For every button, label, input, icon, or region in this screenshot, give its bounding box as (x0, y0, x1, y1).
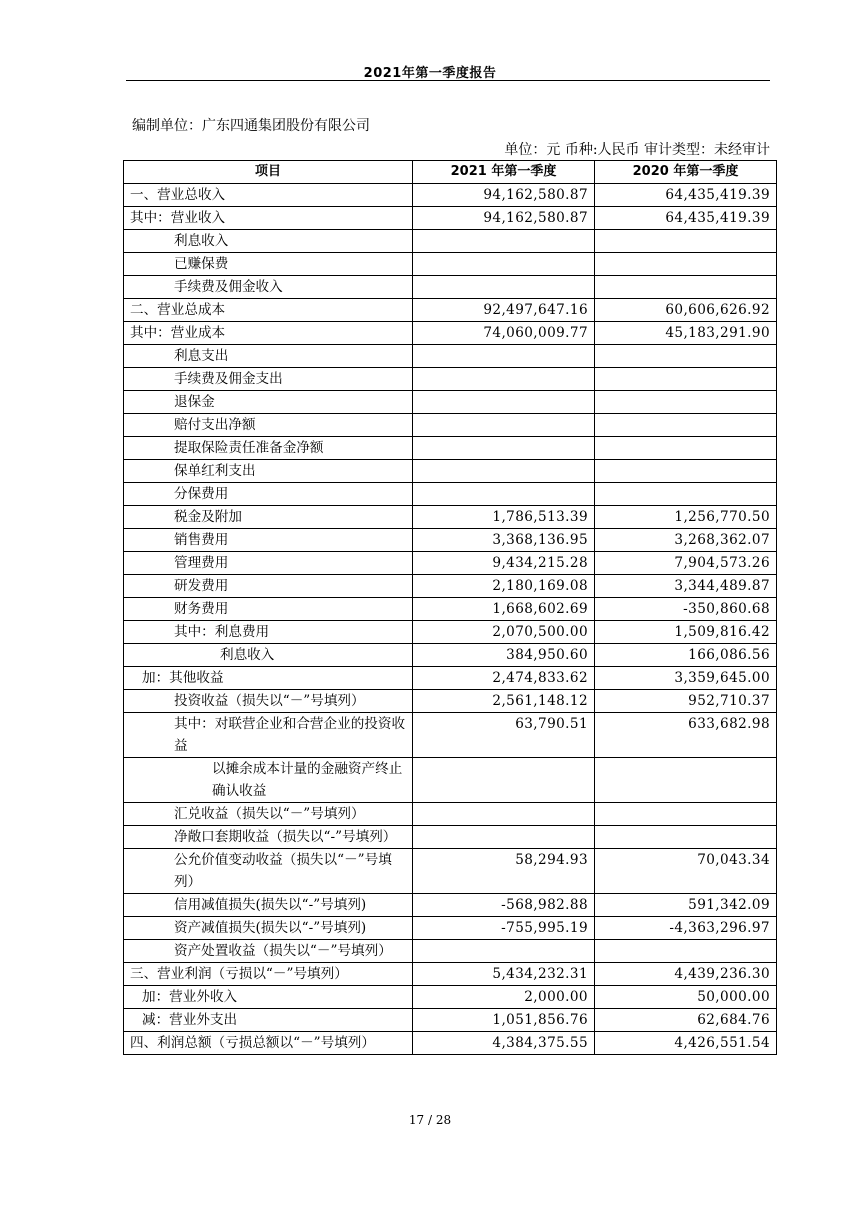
row-label: 投资收益（损失以“－”号填列） (124, 690, 413, 713)
row-label: 资产处置收益（损失以“－”号填列） (124, 940, 413, 963)
row-label: 研发费用 (124, 575, 413, 598)
table-body (124, 184, 777, 1055)
value-2021: 5,434,232.31 (413, 963, 595, 986)
value-2020: 952,710.37 (595, 690, 777, 713)
table-row (124, 667, 777, 690)
table-row (124, 322, 777, 345)
table-row (124, 184, 777, 207)
row-label: 其中：营业成本 (124, 322, 413, 345)
value-2021 (413, 391, 595, 414)
row-label: 已赚保费 (124, 253, 413, 276)
table-row (124, 529, 777, 552)
value-2021: 1,051,856.76 (413, 1009, 595, 1032)
page-number: 17 / 28 (408, 1113, 452, 1127)
row-label: 财务费用 (124, 598, 413, 621)
value-2020 (595, 368, 777, 391)
row-label: 退保金 (124, 391, 413, 414)
table-row (124, 299, 777, 322)
row-label: 加：其他收益 (124, 667, 413, 690)
row-label: 提取保险责任准备金净额 (124, 437, 413, 460)
table-row (124, 917, 777, 940)
table-row (124, 460, 777, 483)
row-label: 二、营业总成本 (124, 299, 413, 322)
row-label: 手续费及佣金支出 (124, 368, 413, 391)
value-2021 (413, 437, 595, 460)
row-label: 赔付支出净额 (124, 414, 413, 437)
value-2020: 591,342.09 (595, 894, 777, 917)
row-label: 手续费及佣金收入 (124, 276, 413, 299)
value-2020: 1,256,770.50 (595, 506, 777, 529)
value-2020: 4,426,551.54 (595, 1032, 777, 1055)
value-2020 (595, 253, 777, 276)
value-2021: 74,060,009.77 (413, 322, 595, 345)
table-row (124, 391, 777, 414)
value-2021: 58,294.93 (413, 849, 595, 894)
value-2020: 4,439,236.30 (595, 963, 777, 986)
value-2021 (413, 276, 595, 299)
value-2020 (595, 276, 777, 299)
table-row (124, 849, 777, 894)
table-row (124, 506, 777, 529)
row-label: 资产减值损失(损失以“-”号填列) (124, 917, 413, 940)
row-label: 信用减值损失(损失以“-”号填列) (124, 894, 413, 917)
row-label: 管理费用 (124, 552, 413, 575)
table-row (124, 758, 777, 803)
value-2021 (413, 758, 595, 803)
row-label: 净敞口套期收益（损失以“-”号填列） (124, 826, 413, 849)
value-2020: 3,268,362.07 (595, 529, 777, 552)
row-label: 其中：对联营企业和合营企业的投资收益 (124, 713, 413, 758)
report-header-title: 2021年第一季度报告 (363, 66, 497, 81)
column-header-2020: 2020 年第一季度 (595, 161, 777, 184)
value-2021 (413, 253, 595, 276)
value-2021 (413, 230, 595, 253)
value-2020: 64,435,419.39 (595, 207, 777, 230)
value-2021: 63,790.51 (413, 713, 595, 758)
table-row (124, 940, 777, 963)
table-row (124, 826, 777, 849)
row-label: 以摊余成本计量的金融资产终止确认收益 (124, 758, 413, 803)
row-label: 其中：利息费用 (124, 621, 413, 644)
row-label: 三、营业利润（亏损以“－”号填列） (124, 963, 413, 986)
row-label: 汇兑收益（损失以“－”号填列） (124, 803, 413, 826)
row-label: 公允价值变动收益（损失以“－”号填列） (124, 849, 413, 894)
row-label: 利息收入 (124, 644, 413, 667)
value-2020: 633,682.98 (595, 713, 777, 758)
value-2021: 94,162,580.87 (413, 184, 595, 207)
value-2020 (595, 803, 777, 826)
table-row (124, 1009, 777, 1032)
table-row (124, 1032, 777, 1055)
value-2021: 4,384,375.55 (413, 1032, 595, 1055)
table-header-row (124, 161, 777, 184)
value-2021: 1,786,513.39 (413, 506, 595, 529)
value-2020: -350,860.68 (595, 598, 777, 621)
table-row (124, 345, 777, 368)
value-2020 (595, 460, 777, 483)
table-row (124, 437, 777, 460)
value-2020: 3,344,489.87 (595, 575, 777, 598)
table-row (124, 253, 777, 276)
row-label: 四、利润总额（亏损总额以“－”号填列） (124, 1032, 413, 1055)
row-label: 其中：营业收入 (124, 207, 413, 230)
value-2020: 45,183,291.90 (595, 322, 777, 345)
value-2021 (413, 345, 595, 368)
value-2020 (595, 230, 777, 253)
table-row (124, 621, 777, 644)
value-2021: 2,561,148.12 (413, 690, 595, 713)
value-2021: 2,070,500.00 (413, 621, 595, 644)
table-row (124, 598, 777, 621)
value-2020 (595, 758, 777, 803)
value-2020 (595, 940, 777, 963)
table-row (124, 368, 777, 391)
row-label: 利息收入 (124, 230, 413, 253)
value-2020 (595, 826, 777, 849)
value-2021 (413, 826, 595, 849)
table-row (124, 644, 777, 667)
income-statement-table (123, 160, 777, 1055)
value-2020: 7,904,573.26 (595, 552, 777, 575)
table-row (124, 483, 777, 506)
table-row (124, 230, 777, 253)
column-header-2021: 2021 年第一季度 (413, 161, 595, 184)
value-2021 (413, 940, 595, 963)
value-2021: 94,162,580.87 (413, 207, 595, 230)
value-2020: 50,000.00 (595, 986, 777, 1009)
value-2020: -4,363,296.97 (595, 917, 777, 940)
value-2020: 70,043.34 (595, 849, 777, 894)
row-label: 减：营业外支出 (124, 1009, 413, 1032)
table-row (124, 276, 777, 299)
value-2020 (595, 345, 777, 368)
value-2021: 92,497,647.16 (413, 299, 595, 322)
value-2021 (413, 483, 595, 506)
value-2020 (595, 391, 777, 414)
value-2020: 1,509,816.42 (595, 621, 777, 644)
value-2021 (413, 460, 595, 483)
value-2021 (413, 803, 595, 826)
unit-currency-audit-line: 单位：元 币种:人民币 审计类型：未经审计 (504, 142, 770, 158)
value-2020 (595, 483, 777, 506)
value-2021: 2,180,169.08 (413, 575, 595, 598)
value-2020: 62,684.76 (595, 1009, 777, 1032)
compiler-line: 编制单位：广东四通集团股份有限公司 (132, 118, 370, 134)
value-2021: -568,982.88 (413, 894, 595, 917)
value-2020: 64,435,419.39 (595, 184, 777, 207)
row-label: 加：营业外收入 (124, 986, 413, 1009)
value-2021: 2,474,833.62 (413, 667, 595, 690)
table-row (124, 207, 777, 230)
value-2020: 166,086.56 (595, 644, 777, 667)
row-label: 销售费用 (124, 529, 413, 552)
value-2021: 384,950.60 (413, 644, 595, 667)
table-row (124, 986, 777, 1009)
value-2021: 1,668,602.69 (413, 598, 595, 621)
value-2020 (595, 437, 777, 460)
value-2021: 2,000.00 (413, 986, 595, 1009)
value-2021: -755,995.19 (413, 917, 595, 940)
column-header-item: 项目 (124, 161, 413, 184)
value-2020: 60,606,626.92 (595, 299, 777, 322)
table-row (124, 575, 777, 598)
table-row (124, 414, 777, 437)
row-label: 分保费用 (124, 483, 413, 506)
row-label: 一、营业总收入 (124, 184, 413, 207)
table-row (124, 894, 777, 917)
row-label: 利息支出 (124, 345, 413, 368)
value-2021: 3,368,136.95 (413, 529, 595, 552)
table-row (124, 690, 777, 713)
header-divider (126, 80, 770, 81)
value-2021 (413, 368, 595, 391)
row-label: 保单红利支出 (124, 460, 413, 483)
value-2021 (413, 414, 595, 437)
table-row (124, 803, 777, 826)
table-row (124, 963, 777, 986)
value-2020 (595, 414, 777, 437)
row-label: 税金及附加 (124, 506, 413, 529)
value-2020: 3,359,645.00 (595, 667, 777, 690)
value-2021: 9,434,215.28 (413, 552, 595, 575)
table-row (124, 713, 777, 758)
table-row (124, 552, 777, 575)
